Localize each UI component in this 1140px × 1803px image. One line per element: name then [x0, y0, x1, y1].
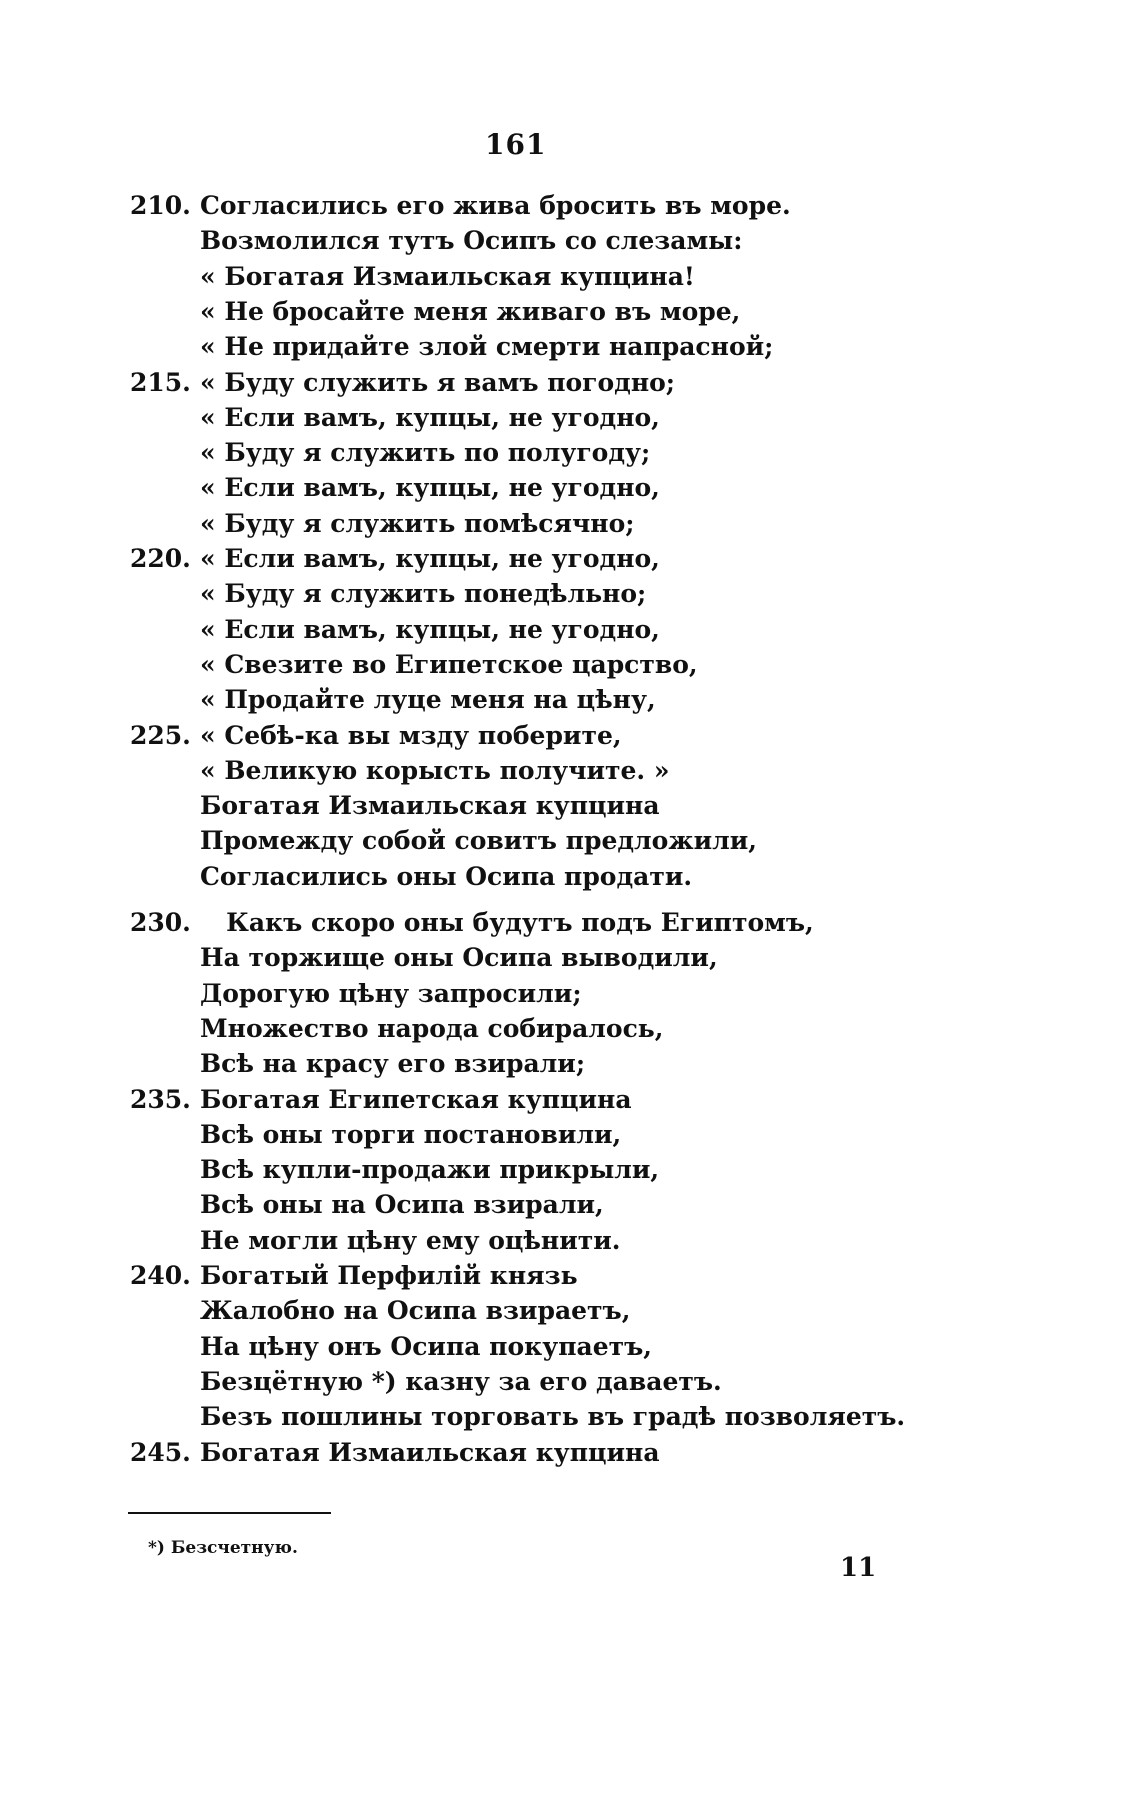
verse-line [130, 1435, 660, 1471]
line-text: « Великую корысть получите. » [200, 756, 670, 785]
line-text: « Буду я служить по полугоду; [200, 438, 651, 467]
verse-line [200, 1117, 621, 1153]
line-text: « Продайте луце меня на цѣну, [200, 685, 656, 714]
line-number: 230. [130, 908, 191, 937]
line-number: 210. [130, 191, 191, 220]
line-text: На торжище оны Осипа выводили, [200, 943, 718, 972]
line-text: « Буду я служить помѣсячно; [200, 509, 635, 538]
line-text: « Буду я служить понедѣльно; [200, 579, 647, 608]
verse-line [200, 1364, 722, 1400]
verse-line [200, 294, 740, 330]
line-text: Богатый Перфилій князь [200, 1261, 578, 1290]
verse-line [200, 788, 660, 824]
line-number: 235. [130, 1085, 191, 1114]
verse-line [130, 1258, 578, 1294]
line-number: 215. [130, 368, 191, 397]
line-text: Промежду собой совитъ предложили, [200, 826, 757, 855]
verse-line [130, 188, 791, 224]
verse-line [200, 223, 742, 259]
line-text: « Не бросайте меня живаго въ море, [200, 297, 741, 326]
verse-line [130, 1082, 632, 1118]
line-text: Не могли цѣну ему оцѣнити. [200, 1226, 621, 1255]
verse-line [200, 647, 698, 683]
verse-line [200, 976, 582, 1012]
line-text: Богатая Измаильская купцина [200, 1438, 660, 1467]
line-text: Согласились его жива бросить въ море. [200, 191, 791, 220]
line-text: « Если вамъ, купцы, не угодно, [200, 615, 660, 644]
verse-line [200, 753, 669, 789]
signature-mark: 11 [840, 1553, 877, 1583]
line-number: 225. [130, 721, 191, 750]
verse-line [200, 259, 695, 295]
verse-line [200, 682, 656, 718]
verse-line [200, 400, 660, 436]
verse-line [200, 1293, 630, 1329]
verse-line [200, 1046, 585, 1082]
page-number: 161 [485, 128, 547, 161]
line-text: Всѣ оны торги постановили, [200, 1120, 622, 1149]
verse-line [200, 859, 692, 895]
line-text: Жалобно на Осипа взираетъ, [200, 1296, 631, 1325]
line-text: Согласились оны Осипа продати. [200, 862, 693, 891]
footnote: *) Безсчетную. [148, 1538, 298, 1558]
line-text: Дорогую цѣну запросили; [200, 979, 582, 1008]
verse-line [200, 940, 718, 976]
line-number: 245. [130, 1438, 191, 1467]
line-text: Всѣ купли-продажи прикрыли, [200, 1155, 660, 1184]
line-text: « Буду служить я вамъ погодно; [200, 368, 676, 397]
verse-line [130, 905, 814, 941]
verse-line [200, 506, 635, 542]
verse-line [200, 470, 660, 506]
verse-line [130, 541, 660, 577]
verse-line [200, 329, 773, 365]
line-number: 220. [130, 544, 191, 573]
line-text: Возмолился тутъ Осипъ со слезамы: [200, 226, 743, 255]
line-text: Всѣ оны на Осипа взирали, [200, 1190, 604, 1219]
line-text: « Если вамъ, купцы, не угодно, [200, 473, 660, 502]
line-text: Множество народа собиралось, [200, 1014, 664, 1043]
line-text: « Свезите во Египетское царство, [200, 650, 698, 679]
verse-line [200, 1011, 663, 1047]
verse-line [200, 612, 660, 648]
verse-line [130, 718, 622, 754]
line-text: На цѣну онъ Осипа покупаетъ, [200, 1332, 652, 1361]
footnote-rule [128, 1512, 331, 1514]
verse-line [200, 576, 646, 612]
line-text: Всѣ на красу его взирали; [200, 1049, 586, 1078]
line-text: « Себѣ-ка вы мзду поберите, [200, 721, 622, 750]
line-text: « Если вамъ, купцы, не угодно, [200, 544, 660, 573]
verse-line [200, 1329, 652, 1365]
line-text: « Богатая Измаильская купцина! [200, 262, 695, 291]
line-text: « Не придайте злой смерти напрасной; [200, 332, 774, 361]
verse-line [200, 1223, 621, 1259]
verse-line [200, 1152, 659, 1188]
line-text: Богатая Египетская купцина [200, 1085, 632, 1114]
line-text: Безъ пошлины торговать въ градѣ позволяетъ. [200, 1402, 906, 1431]
line-number: 240. [130, 1261, 191, 1290]
line-text: « Если вамъ, купцы, не угодно, [200, 403, 660, 432]
verse-line [130, 365, 676, 401]
verse-line [200, 1187, 604, 1223]
line-text: Богатая Измаильская купцина [200, 791, 660, 820]
line-text: Безцётную *) казну за его даваетъ. [200, 1367, 722, 1396]
line-text: Какъ скоро оны будутъ подъ Египтомъ, [200, 908, 814, 937]
verse-line [200, 823, 757, 859]
verse-line [200, 1399, 905, 1435]
verse-line [200, 435, 650, 471]
